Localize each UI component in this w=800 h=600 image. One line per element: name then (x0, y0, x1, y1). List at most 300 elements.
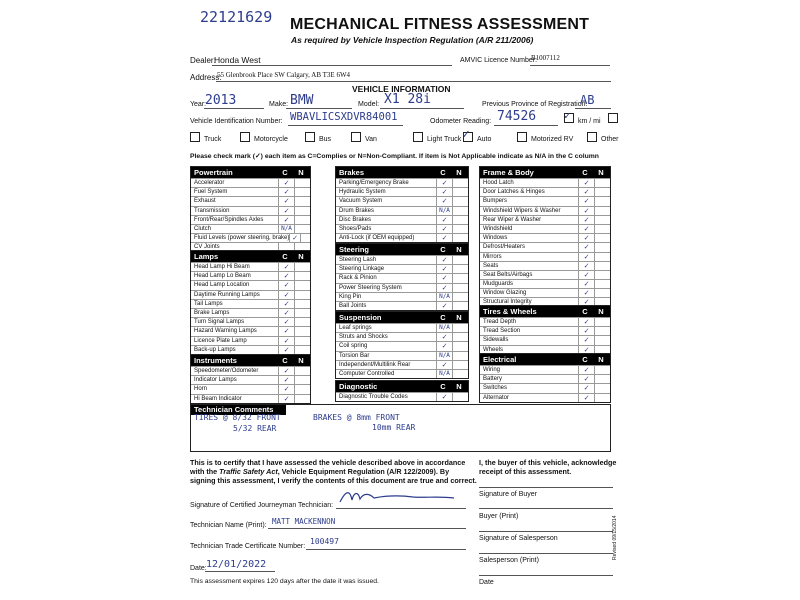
checklist-row (336, 187, 468, 196)
checklist-item-label: Fluid Levels (power steering, brake) (194, 235, 290, 242)
column-headers (277, 355, 310, 366)
column-c-header: C (282, 252, 288, 261)
complies-cell[interactable]: ✓ (436, 342, 452, 350)
checklist-row (191, 290, 310, 299)
non-compliant-cell[interactable] (294, 179, 310, 187)
non-compliant-cell[interactable] (294, 385, 310, 393)
vehicle-type-other-checkbox[interactable] (587, 132, 597, 142)
complies-cell[interactable]: ✓ (278, 376, 294, 384)
vehicle-type-motorized-rv-label: Motorized RV (531, 136, 574, 143)
column-c-header: C (440, 382, 446, 391)
checklist-item-label: Windshield Wipers & Washer (483, 207, 561, 214)
non-compliant-cell[interactable] (294, 291, 310, 299)
checklist-row (480, 374, 610, 383)
non-compliant-cell[interactable] (452, 393, 468, 401)
comment-line-2: 5/32 REAR (233, 424, 277, 433)
vehicle-type-motorized-rv-checkbox[interactable] (517, 132, 527, 142)
complies-cell[interactable]: ✓ (578, 384, 594, 392)
complies-cell[interactable]: ✓ (436, 393, 452, 401)
complies-cell[interactable]: ✓ (436, 179, 452, 187)
non-compliant-cell[interactable] (300, 234, 310, 242)
complies-cell[interactable]: ✓ (578, 375, 594, 383)
checklist-item-label: Rear Wiper & Washer (483, 216, 542, 223)
column-n-header: N (598, 307, 604, 316)
complies-cell[interactable]: ✓ (436, 188, 452, 196)
technician-comments-title: Technician Comments (191, 405, 286, 415)
checklist-row (480, 261, 610, 270)
section-diagnostic (335, 380, 469, 402)
address-line (216, 81, 611, 82)
checklist-item-label: Parking/Emergency Brake (339, 180, 409, 186)
complies-cell[interactable]: ✓ (578, 216, 594, 224)
complies-cell[interactable]: N/A (278, 225, 294, 233)
non-compliant-cell[interactable] (594, 271, 610, 279)
checklist-row (191, 326, 310, 335)
checklist-item-label: Leaf springs (339, 325, 372, 331)
page-title: MECHANICAL FITNESS ASSESSMENT (290, 16, 590, 33)
checklist-item-label: Head Lamp Location (194, 282, 250, 289)
non-compliant-cell[interactable] (294, 395, 310, 403)
non-compliant-cell[interactable] (594, 394, 610, 402)
checklist-item-label: Rack & Pinion (339, 275, 377, 282)
checklist-row (480, 215, 610, 224)
mi-checkbox[interactable] (608, 113, 618, 123)
complies-cell[interactable]: ✓ (578, 327, 594, 335)
complies-cell[interactable]: N/A (436, 293, 452, 301)
non-compliant-cell[interactable] (594, 207, 610, 215)
dealer-value: Honda West (214, 55, 261, 65)
date-value: 12/01/2022 (206, 559, 267, 570)
column-headers (435, 244, 468, 255)
checklist-item-label: Mudguards (483, 281, 514, 288)
checklist-row (191, 178, 310, 187)
complies-cell[interactable]: ✓ (578, 346, 594, 354)
checklist-row (336, 392, 468, 401)
checklist-item-label: Disc Brakes (339, 216, 372, 223)
complies-cell[interactable]: ✓ (278, 318, 294, 326)
checklist-row (480, 233, 610, 242)
non-compliant-cell[interactable] (452, 197, 468, 205)
salesperson-print-label: Salesperson (Print) (479, 557, 539, 564)
non-compliant-cell[interactable] (452, 179, 468, 187)
non-compliant-cell[interactable] (594, 216, 610, 224)
non-compliant-cell[interactable] (294, 216, 310, 224)
revision-note: Revised 09/15/2014 (612, 515, 618, 560)
vehicle-type-bus-label: Bus (319, 136, 332, 143)
checklist-row (191, 280, 310, 289)
complies-cell[interactable]: ✓ (578, 262, 594, 270)
checklist-row (336, 301, 468, 310)
checklist-item-label: Sidewalls (483, 337, 509, 344)
non-compliant-cell[interactable] (294, 327, 310, 335)
checklist-row (480, 365, 610, 374)
checklist-item-label: Structural Integrity (483, 299, 532, 306)
non-compliant-cell[interactable] (594, 234, 610, 242)
complies-cell[interactable]: ✓ (578, 366, 594, 374)
vehicle-type-truck-checkbox[interactable] (190, 132, 200, 142)
buyer-print-label: Buyer (Print) (479, 513, 519, 520)
checklist-item-label: Exhaust (194, 198, 216, 205)
salesperson-print-line (479, 553, 613, 554)
checklist-item-label: Windows (483, 235, 508, 242)
buyer-ack-line-2: receipt of this assessment. (479, 467, 572, 476)
non-compliant-cell[interactable] (594, 375, 610, 383)
non-compliant-cell[interactable] (594, 289, 610, 297)
checklist-row (480, 252, 610, 261)
complies-cell[interactable]: ✓ (436, 225, 452, 233)
non-compliant-cell[interactable] (594, 243, 610, 251)
checklist-row (336, 206, 468, 215)
section-title: Electrical (483, 355, 517, 364)
complies-cell[interactable]: ✓ (436, 216, 452, 224)
checklist-item-label: Windshield (483, 225, 513, 232)
checklist-row (480, 196, 610, 205)
non-compliant-cell[interactable] (452, 256, 468, 264)
make-value: BMW (290, 93, 314, 108)
trade-certificate-label: Technician Trade Certificate Number: (190, 543, 306, 550)
complies-cell[interactable]: ✓ (436, 284, 452, 292)
technician-name-value: MATT MACKENNON (272, 517, 336, 526)
complies-cell[interactable]: N/A (436, 207, 452, 215)
vehicle-type-motorcycle-checkbox[interactable] (240, 132, 250, 142)
vin-value: WBAVLICSXDVR84001 (290, 111, 398, 123)
section-title: Brakes (339, 168, 365, 177)
non-compliant-cell[interactable] (452, 370, 468, 378)
complies-cell[interactable]: ✓ (578, 197, 594, 205)
complies-cell[interactable]: ✓ (578, 318, 594, 326)
checklist-row (336, 255, 468, 264)
non-compliant-cell[interactable] (452, 324, 468, 332)
odometer-line (494, 125, 558, 126)
non-compliant-cell[interactable] (594, 197, 610, 205)
checklist-row (191, 299, 310, 308)
checklist-item-label: Bumpers (483, 198, 508, 205)
complies-cell[interactable]: ✓ (436, 333, 452, 341)
section-title: Diagnostic (339, 382, 378, 391)
section-header (191, 251, 310, 262)
complies-cell[interactable]: ✓ (278, 337, 294, 345)
non-compliant-cell[interactable] (294, 309, 310, 317)
checklist-item-label: Independent/Multilink Rear (339, 361, 411, 368)
complies-cell[interactable]: ✓ (278, 385, 294, 393)
section-title: Powertrain (194, 168, 233, 177)
non-compliant-cell[interactable] (294, 188, 310, 196)
complies-cell[interactable]: ✓ (578, 298, 594, 306)
column-n-header: N (456, 382, 462, 391)
buyer-signature-line (479, 487, 613, 488)
non-compliant-cell[interactable] (452, 302, 468, 310)
complies-cell[interactable]: ✓ (278, 327, 294, 335)
dealer-line (212, 65, 452, 66)
complies-cell[interactable]: ✓ (278, 263, 294, 271)
amvic-value: B1007112 (531, 54, 560, 62)
complies-cell[interactable]: ✓ (278, 395, 294, 403)
checklist-row (336, 323, 468, 332)
complies-cell[interactable]: ✓ (578, 271, 594, 279)
checklist-item-label: Front/Rear/Spindles Axles (194, 216, 264, 223)
section-instruments (190, 354, 311, 404)
non-compliant-cell[interactable] (294, 367, 310, 375)
column-headers (577, 167, 610, 178)
checklist-item-label: Power Steering System (339, 284, 402, 291)
column-c-header: C (582, 307, 588, 316)
checklist-row (191, 233, 310, 242)
non-compliant-cell[interactable] (294, 281, 310, 289)
non-compliant-cell[interactable] (594, 188, 610, 196)
checklist-item-label: Struts and Shocks (339, 334, 388, 341)
cert-line-1: This is to certify that I have assessed the vehicle described above in accordance (190, 458, 466, 467)
checklist-row (191, 366, 310, 375)
complies-cell[interactable]: ✓ (278, 272, 294, 280)
section-steering (335, 243, 469, 311)
non-compliant-cell[interactable] (594, 384, 610, 392)
year-line (204, 108, 264, 109)
comment-line-4: 10mm REAR (372, 423, 416, 432)
checklist-row (191, 394, 310, 403)
complies-cell[interactable]: ✓ (578, 253, 594, 261)
section-electrical (479, 353, 611, 403)
non-compliant-cell[interactable] (294, 346, 310, 354)
column-headers (435, 312, 468, 323)
trade-certificate-line (306, 549, 466, 550)
vehicle-type-light-truck-label: Light Truck (427, 136, 462, 143)
section-title: Suspension (339, 313, 382, 322)
column-c-header: C (582, 355, 588, 364)
vehicle-type-truck-label: Truck (204, 136, 222, 143)
column-n-header: N (598, 168, 604, 177)
complies-cell[interactable]: ✓ (436, 256, 452, 264)
checklist-row (480, 224, 610, 233)
non-compliant-cell[interactable] (594, 336, 610, 344)
date-label: Date: (190, 565, 207, 572)
checklist-row (336, 215, 468, 224)
complies-cell[interactable]: ✓ (278, 309, 294, 317)
non-compliant-cell[interactable] (594, 225, 610, 233)
non-compliant-cell[interactable] (594, 318, 610, 326)
checklist-row (336, 233, 468, 242)
complies-cell[interactable]: ✓ (436, 302, 452, 310)
column-headers (277, 251, 310, 262)
complies-cell[interactable]: ✓ (278, 179, 294, 187)
complies-cell[interactable]: ✓ (278, 188, 294, 196)
amvic-label: AMVIC Licence Number: (460, 57, 538, 64)
section-header (191, 355, 310, 366)
non-compliant-cell[interactable] (594, 280, 610, 288)
checklist-item-label: Battery (483, 376, 503, 383)
checklist-item-label: Accelerator (194, 180, 225, 186)
complies-cell[interactable]: ✓ (436, 234, 452, 242)
checklist-row (480, 279, 610, 288)
model-line (380, 108, 464, 109)
checklist-item-label: Alternator (483, 394, 510, 401)
column-n-header: N (298, 356, 304, 365)
address-value: 55 Glenbrook Place SW Calgary, AB T3E 6W4 (217, 71, 351, 79)
checklist-item-label: Brake Lamps (194, 309, 230, 316)
column-n-header: N (598, 355, 604, 364)
vin-line (288, 125, 403, 126)
checklist-row (336, 178, 468, 187)
make-line (286, 108, 352, 109)
complies-cell[interactable]: ✓ (578, 280, 594, 288)
checklist-row (191, 336, 310, 345)
complies-cell[interactable]: ✓ (578, 207, 594, 215)
section-frame-body (479, 166, 611, 308)
non-compliant-cell[interactable] (294, 225, 310, 233)
column-headers (277, 167, 310, 178)
complies-cell[interactable]: ✓ (436, 274, 452, 282)
checklist-item-label: Head Lamp Lo Beam (194, 273, 251, 280)
column-c-header: C (440, 245, 446, 254)
non-compliant-cell[interactable] (594, 366, 610, 374)
non-compliant-cell[interactable] (294, 272, 310, 280)
checklist-row (191, 224, 310, 233)
non-compliant-cell[interactable] (294, 263, 310, 271)
non-compliant-cell[interactable] (452, 293, 468, 301)
non-compliant-cell[interactable] (594, 262, 610, 270)
complies-cell[interactable]: ✓ (278, 300, 294, 308)
complies-cell[interactable]: ✓ (278, 291, 294, 299)
non-compliant-cell[interactable] (294, 337, 310, 345)
non-compliant-cell[interactable] (594, 253, 610, 261)
non-compliant-cell[interactable] (452, 352, 468, 360)
non-compliant-cell[interactable] (452, 333, 468, 341)
complies-cell[interactable]: ✓ (278, 207, 294, 215)
salesperson-signature-line (479, 531, 613, 532)
non-compliant-cell[interactable] (452, 225, 468, 233)
complies-cell[interactable]: ✓ (436, 197, 452, 205)
checklist-item-label: Defrost/Heaters (483, 244, 526, 251)
complies-cell[interactable]: ✓ (578, 188, 594, 196)
vehicle-type-light-truck-checkbox[interactable] (413, 132, 423, 142)
complies-cell[interactable]: N/A (436, 370, 452, 378)
checklist-item-label: Steering Lash (339, 257, 377, 263)
non-compliant-cell[interactable] (452, 284, 468, 292)
year-value: 2013 (205, 93, 237, 108)
technician-signature-label: Signature of Certified Journeyman Technician: (190, 502, 334, 509)
non-compliant-cell[interactable] (294, 207, 310, 215)
non-compliant-cell[interactable] (452, 274, 468, 282)
checklist-row (336, 283, 468, 292)
vehicle-type-auto-label: Auto (477, 136, 492, 143)
complies-cell[interactable]: ✓ (436, 265, 452, 273)
vehicle-type-motorcycle-label: Motorcycle (254, 136, 288, 143)
checklist-item-label: Window Glazing (483, 290, 527, 297)
buyer-date-label: Date (479, 579, 494, 586)
non-compliant-cell[interactable] (452, 265, 468, 273)
complies-cell[interactable]: ✓ (578, 225, 594, 233)
technician-signature-line (336, 508, 466, 509)
checklist-row (191, 196, 310, 205)
checklist-item-label: Coil spring (339, 343, 368, 350)
complies-cell[interactable]: ✓ (578, 234, 594, 242)
column-n-header: N (456, 168, 462, 177)
instructions: Please check mark (✓) each item as C=Complies or N=Non-Compliant. If item is Not Applicable indicate as N/A in the C column (190, 153, 599, 160)
checklist-row (336, 264, 468, 273)
non-compliant-cell[interactable] (452, 216, 468, 224)
checklist-row (191, 317, 310, 326)
non-compliant-cell[interactable] (452, 188, 468, 196)
non-compliant-cell[interactable] (594, 327, 610, 335)
non-compliant-cell[interactable] (452, 234, 468, 242)
section-title: Instruments (194, 356, 237, 365)
complies-cell[interactable]: ✓ (289, 234, 299, 242)
complies-cell[interactable]: ✓ (278, 346, 294, 354)
complies-cell[interactable]: ✓ (436, 361, 452, 369)
non-compliant-cell[interactable] (294, 300, 310, 308)
cert-line-3: signing this assessment, I verify the contents of this document are true and correct. (190, 476, 477, 485)
non-compliant-cell[interactable] (452, 361, 468, 369)
checklist-item-label: Tread Depth (483, 319, 517, 325)
checklist-item-label: Torsion Bar (339, 352, 370, 359)
vehicle-type-bus-checkbox[interactable] (305, 132, 315, 142)
checklist-row (191, 345, 310, 354)
complies-cell[interactable]: N/A (436, 352, 452, 360)
checklist-row (480, 383, 610, 392)
non-compliant-cell[interactable] (294, 376, 310, 384)
vehicle-type-check-mark: ✓ (462, 127, 470, 142)
section-suspension (335, 311, 469, 379)
complies-cell[interactable]: ✓ (578, 289, 594, 297)
prev-prov-label: Previous Province of Registration: (482, 101, 588, 108)
non-compliant-cell[interactable] (594, 179, 610, 187)
vehicle-info-heading: VEHICLE INFORMATION (352, 84, 451, 94)
section-lamps (190, 250, 311, 355)
complies-cell[interactable]: ✓ (578, 336, 594, 344)
complies-cell[interactable]: N/A (436, 324, 452, 332)
non-compliant-cell[interactable] (294, 197, 310, 205)
checklist-row (191, 271, 310, 280)
checklist-item-label: Daytime Running Lamps (194, 291, 260, 298)
prev-prov-value: AB (580, 93, 595, 107)
checklist-row (336, 292, 468, 301)
column-n-header: N (456, 313, 462, 322)
complies-cell[interactable]: ✓ (278, 367, 294, 375)
non-compliant-cell[interactable] (452, 207, 468, 215)
checklist-row (336, 332, 468, 341)
non-compliant-cell[interactable] (294, 318, 310, 326)
buyer-ack (479, 458, 616, 476)
non-compliant-cell[interactable] (452, 342, 468, 350)
checklist-item-label: Switches (483, 385, 508, 392)
section-tires-wheels (479, 305, 611, 355)
document-number: 22121629 (200, 8, 273, 26)
trade-certificate-value: 100497 (310, 537, 339, 546)
complies-cell[interactable]: ✓ (578, 394, 594, 402)
checklist-row (191, 375, 310, 384)
checklist-item-label: Anti-Lock (if OEM equipped) (339, 235, 415, 242)
checklist-row (480, 206, 610, 215)
model-label: Model: (358, 101, 380, 108)
buyer-date-line (479, 575, 613, 576)
complies-cell[interactable]: ✓ (278, 281, 294, 289)
complies-cell[interactable]: ✓ (278, 216, 294, 224)
checklist-item-label: Shoes/Pads (339, 225, 372, 232)
checklist-item-label: King Pin (339, 293, 362, 300)
column-headers (577, 306, 610, 317)
date-line (205, 571, 275, 572)
vehicle-type-van-checkbox[interactable] (351, 132, 361, 142)
checklist-item-label: Seat Belts/Airbags (483, 271, 533, 278)
checklist-item-label: Seats (483, 262, 499, 269)
checklist-row (480, 326, 610, 335)
dealer-label: Dealer: (190, 56, 216, 65)
checklist-row (480, 335, 610, 344)
complies-cell[interactable]: ✓ (578, 179, 594, 187)
checklist-row (191, 206, 310, 215)
complies-cell[interactable]: ✓ (578, 243, 594, 251)
expiry-note: This assessment expires 120 days after the date it was issued. (190, 578, 379, 585)
complies-cell[interactable]: ✓ (278, 197, 294, 205)
